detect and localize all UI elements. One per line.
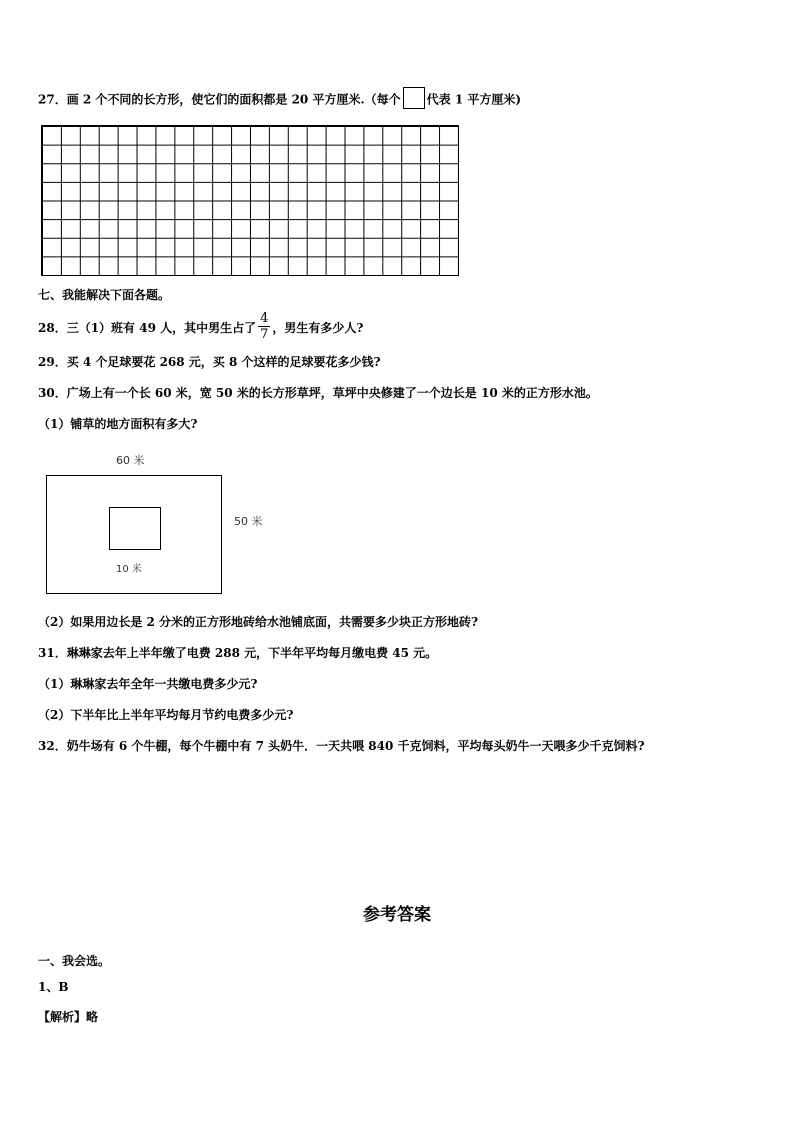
- question-31-part-1: （1）琳琳家去年全年一共缴电费多少元?: [38, 677, 258, 691]
- question-31-part-2: （2）下半年比上半年平均每月节约电费多少元?: [38, 708, 294, 722]
- question-27-text-end: 代表 1 平方厘米): [426, 92, 522, 107]
- lawn-rectangle: [47, 476, 222, 594]
- question-29: 29．买 4 个足球要花 268 元，买 8 个这样的足球要花多少钱?: [38, 355, 381, 369]
- answers-section-1: 一、我会选。: [38, 954, 111, 968]
- question-30-part-2: （2）如果用边长是 2 分米的正方形地砖给水池铺底面，共需要多少块正方形地砖?: [38, 615, 479, 629]
- width-label: 50 米: [234, 515, 263, 528]
- answers-title: 参考答案: [363, 905, 431, 925]
- question-32: 32．奶牛场有 6 个牛棚，每个牛棚中有 7 头奶牛．一天共喂 840 千克饲料，平均每头奶牛一天喂多少千克饲料?: [38, 739, 645, 753]
- question-28-text-end: ，男生有多少人?: [272, 321, 364, 335]
- section-7-heading: 七、我能解决下面各题。: [38, 288, 171, 302]
- answer-item-1: 1、B: [38, 980, 69, 994]
- question-28-text: 28．三（1）班有 49 人，其中男生占了: [38, 321, 257, 335]
- question-27-text: 27．画 2 个不同的长方形，使它们的面积都是 20 平方厘米.（每个: [38, 92, 401, 107]
- question-30-part-1: （1）铺草的地方面积有多大?: [38, 417, 198, 431]
- fraction-denominator: 7: [260, 327, 269, 342]
- pool-square: [110, 508, 161, 550]
- pool-side-label: 10 米: [116, 564, 142, 575]
- question-30: 30．广场上有一个长 60 米，宽 50 米的长方形草坪，草坪中央修建了一个边长是 10 米的正方形水池。: [38, 386, 598, 400]
- answer-analysis: 【解析】略: [38, 1010, 99, 1024]
- length-label: 60 米: [116, 454, 145, 467]
- question-31: 31．琳琳家去年上半年缴了电费 288 元，下半年平均每月缴电费 45 元。: [38, 646, 438, 660]
- fraction-numerator: 4: [260, 311, 269, 326]
